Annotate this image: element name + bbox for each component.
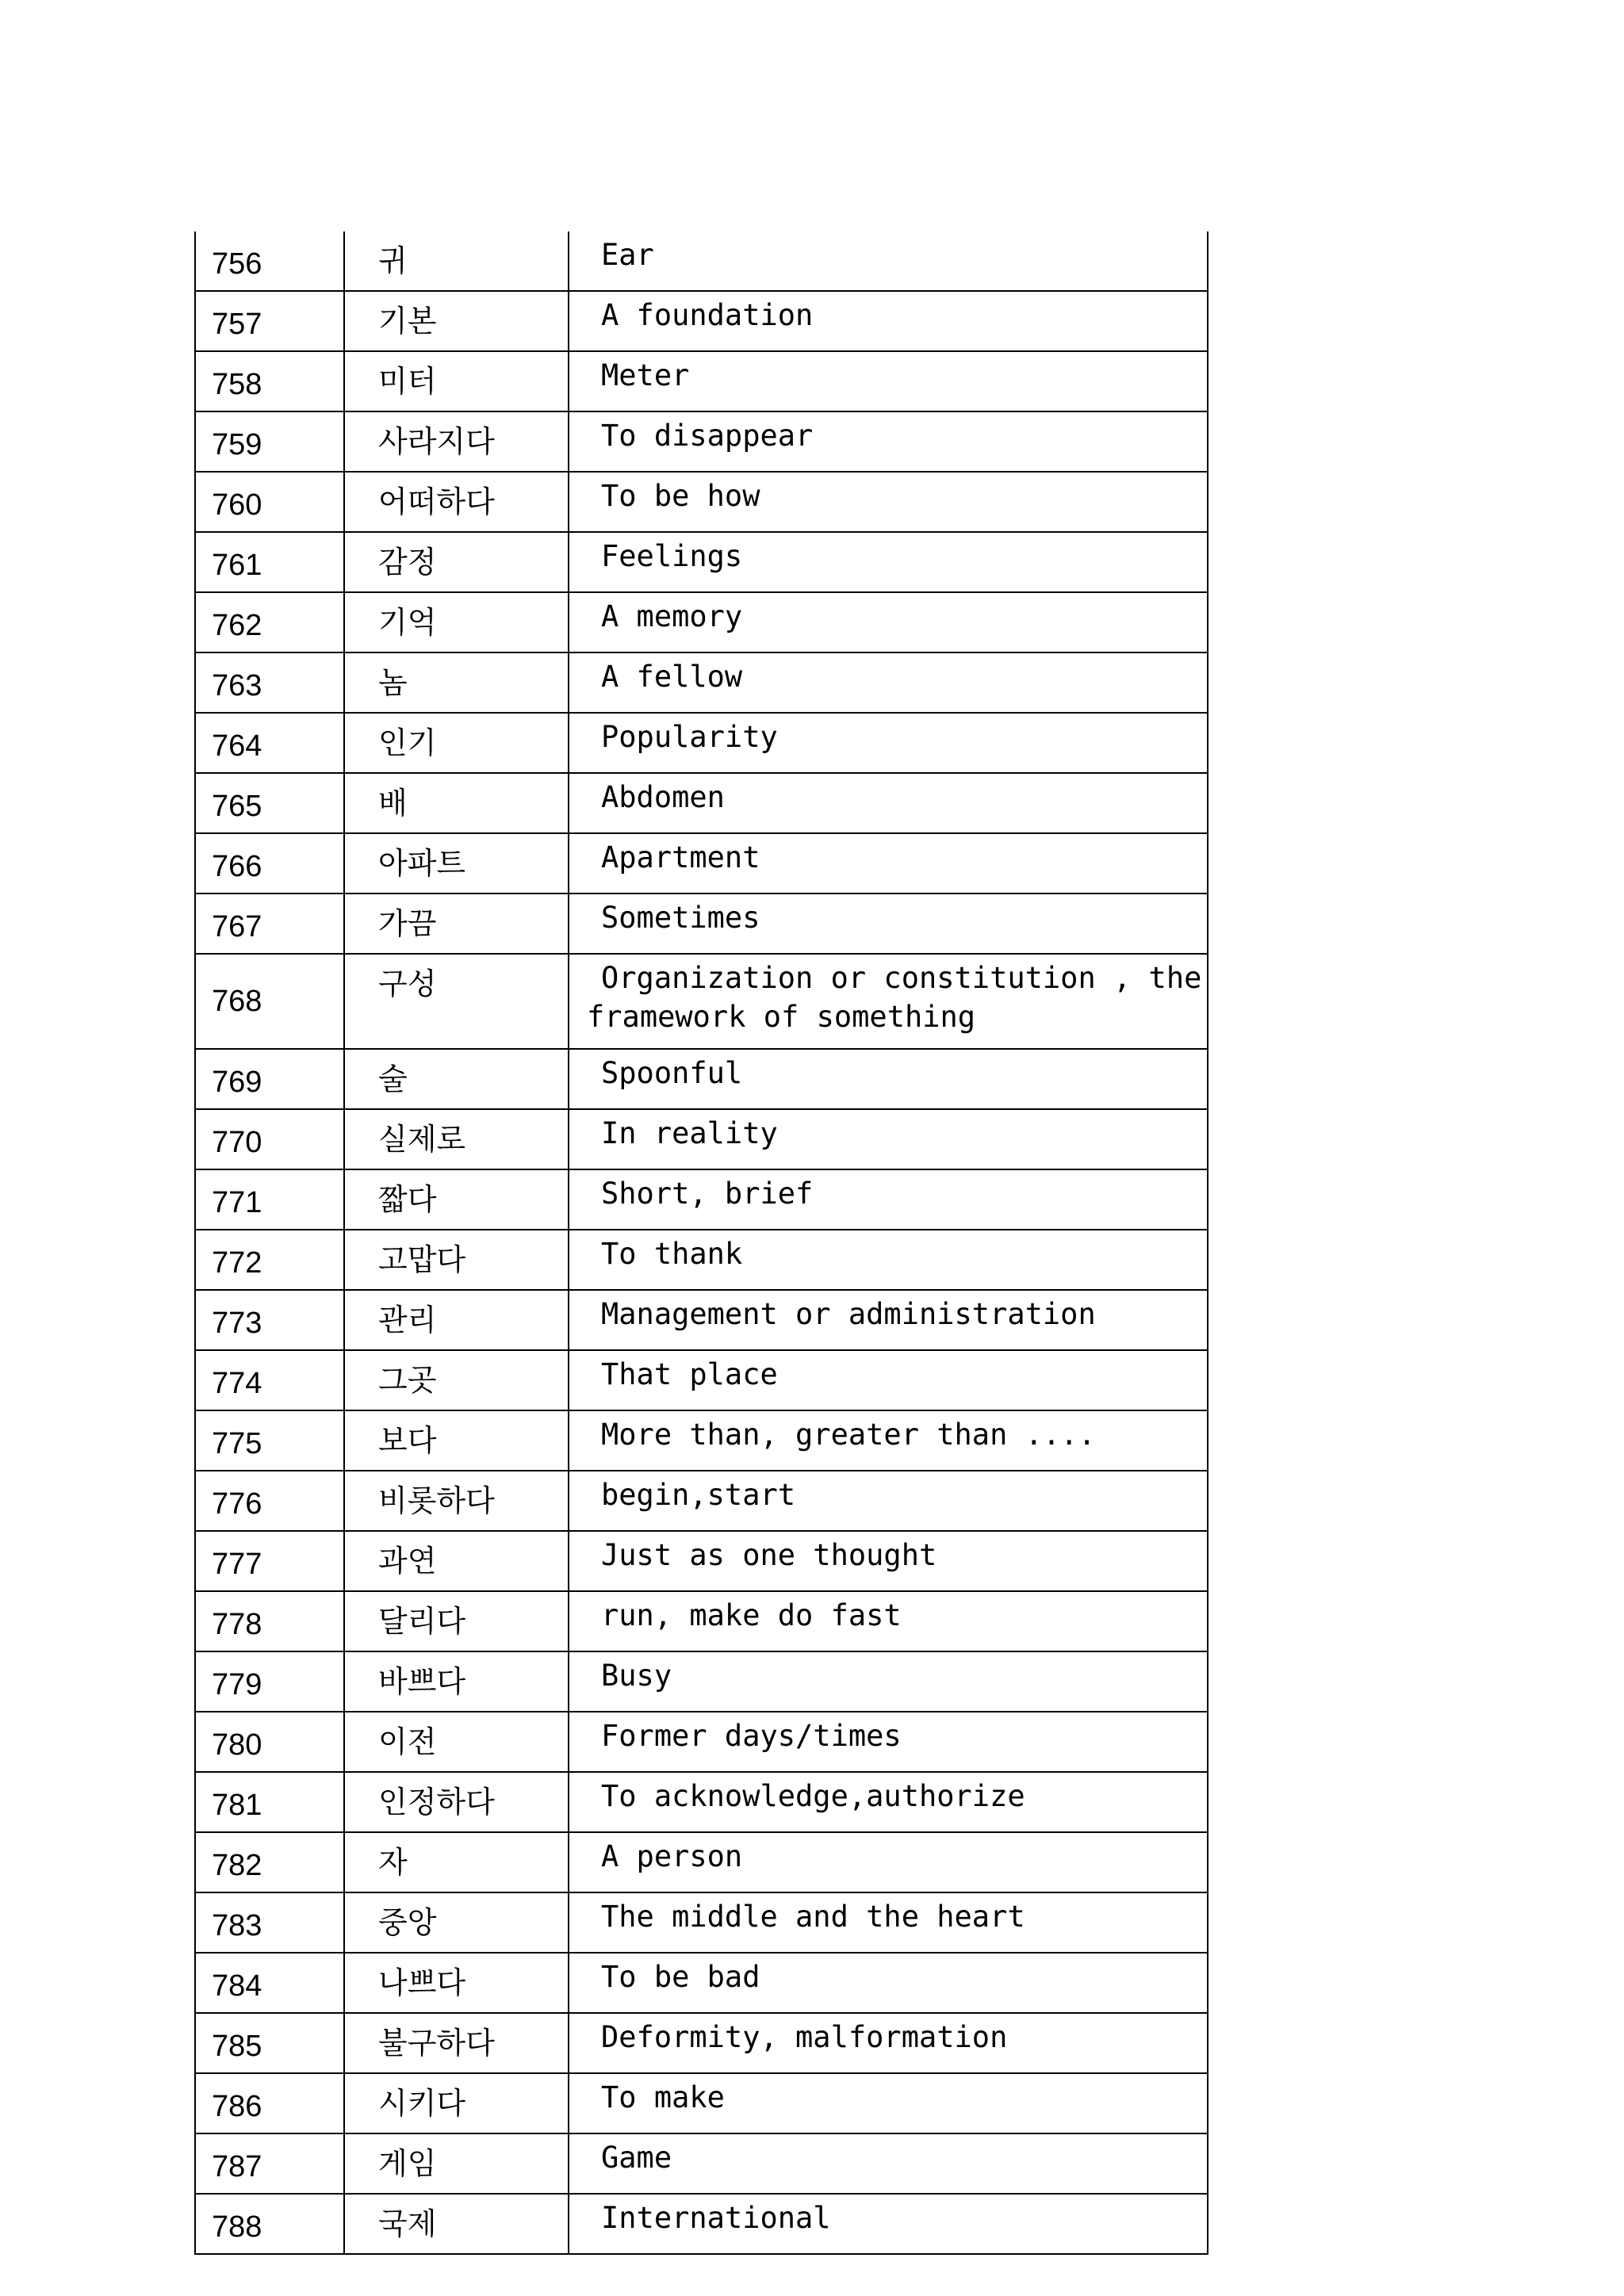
entry-number: 788 <box>195 2194 344 2254</box>
english-meaning: Deformity, malformation <box>569 2013 1208 2073</box>
entry-number: 756 <box>195 232 344 291</box>
korean-word: 어떠하다 <box>344 472 569 532</box>
english-meaning: The middle and the heart <box>569 1892 1208 1953</box>
vocabulary-table <box>194 232 1208 2255</box>
table-row <box>195 1832 1208 1892</box>
table-row <box>195 291 1208 351</box>
korean-word: 자 <box>344 1832 569 1892</box>
english-meaning: To disappear <box>569 411 1208 472</box>
table-row <box>195 2194 1208 2254</box>
korean-word: 사라지다 <box>344 411 569 472</box>
korean-word: 국제 <box>344 2194 569 2254</box>
entry-number: 785 <box>195 2013 344 2073</box>
table-row <box>195 1591 1208 1651</box>
english-meaning-line: framework of something <box>587 1000 976 1034</box>
korean-word: 나쁘다 <box>344 1953 569 2013</box>
korean-word: 배 <box>344 773 569 833</box>
table-row <box>195 1230 1208 1290</box>
korean-word: 이전 <box>344 1712 569 1772</box>
table-row <box>195 351 1208 411</box>
english-meaning: Meter <box>569 351 1208 411</box>
entry-number: 764 <box>195 713 344 773</box>
english-meaning: Just as one thought <box>569 1531 1208 1591</box>
english-meaning: More than, greater than .... <box>569 1410 1208 1471</box>
korean-word: 인기 <box>344 713 569 773</box>
english-meaning: To be how <box>569 472 1208 532</box>
entry-number: 778 <box>195 1591 344 1651</box>
english-meaning: Management or administration <box>569 1290 1208 1350</box>
english-meaning: Feelings <box>569 532 1208 592</box>
entry-number: 775 <box>195 1410 344 1471</box>
entry-number: 761 <box>195 532 344 592</box>
english-meaning: Short, brief <box>569 1169 1208 1230</box>
entry-number: 766 <box>195 833 344 894</box>
english-meaning: A foundation <box>569 291 1208 351</box>
entry-number: 782 <box>195 1832 344 1892</box>
entry-number: 781 <box>195 1772 344 1832</box>
table-row <box>195 1953 1208 2013</box>
table-row <box>195 652 1208 713</box>
table-row <box>195 1049 1208 1109</box>
english-meaning: Busy <box>569 1651 1208 1712</box>
entry-number: 774 <box>195 1350 344 1410</box>
english-meaning: To acknowledge,authorize <box>569 1772 1208 1832</box>
english-meaning: Sometimes <box>569 894 1208 954</box>
english-meaning: To be bad <box>569 1953 1208 2013</box>
english-meaning: International <box>569 2194 1208 2254</box>
entry-number: 768 <box>195 954 344 1049</box>
english-meaning: Abdomen <box>569 773 1208 833</box>
korean-word: 그곳 <box>344 1350 569 1410</box>
korean-word: 비롯하다 <box>344 1471 569 1531</box>
entry-number: 787 <box>195 2133 344 2194</box>
english-meaning-line: Organization or constitution , the <box>601 961 1202 995</box>
korean-word: 과연 <box>344 1531 569 1591</box>
korean-word: 실제로 <box>344 1109 569 1169</box>
table-row <box>195 1290 1208 1350</box>
entry-number: 763 <box>195 652 344 713</box>
entry-number: 770 <box>195 1109 344 1169</box>
vocabulary-table-body <box>195 232 1208 2254</box>
entry-number: 777 <box>195 1531 344 1591</box>
english-meaning <box>569 954 1208 1049</box>
table-row <box>195 773 1208 833</box>
entry-number: 783 <box>195 1892 344 1953</box>
entry-number: 773 <box>195 1290 344 1350</box>
korean-word: 아파트 <box>344 833 569 894</box>
korean-word: 술 <box>344 1049 569 1109</box>
entry-number: 767 <box>195 894 344 954</box>
english-meaning: begin,start <box>569 1471 1208 1531</box>
english-meaning: In reality <box>569 1109 1208 1169</box>
entry-number: 784 <box>195 1953 344 2013</box>
table-row <box>195 532 1208 592</box>
table-row <box>195 2133 1208 2194</box>
table-row <box>195 411 1208 472</box>
table-row <box>195 713 1208 773</box>
english-meaning: Spoonful <box>569 1049 1208 1109</box>
korean-word: 미터 <box>344 351 569 411</box>
english-meaning: Apartment <box>569 833 1208 894</box>
entry-number: 760 <box>195 472 344 532</box>
entry-number: 757 <box>195 291 344 351</box>
korean-word: 기억 <box>344 592 569 652</box>
korean-word: 게임 <box>344 2133 569 2194</box>
english-meaning: To thank <box>569 1230 1208 1290</box>
korean-word: 바쁘다 <box>344 1651 569 1712</box>
korean-word: 인정하다 <box>344 1772 569 1832</box>
entry-number: 772 <box>195 1230 344 1290</box>
korean-word: 달리다 <box>344 1591 569 1651</box>
table-row <box>195 1651 1208 1712</box>
english-meaning: Popularity <box>569 713 1208 773</box>
english-meaning: run, make do fast <box>569 1591 1208 1651</box>
entry-number: 769 <box>195 1049 344 1109</box>
entry-number: 786 <box>195 2073 344 2133</box>
english-meaning: Former days/times <box>569 1712 1208 1772</box>
table-row <box>195 2073 1208 2133</box>
korean-word: 구성 <box>344 954 569 1049</box>
english-meaning: Ear <box>569 232 1208 291</box>
english-meaning: A person <box>569 1832 1208 1892</box>
table-row <box>195 1471 1208 1531</box>
table-row <box>195 592 1208 652</box>
table-row <box>195 1109 1208 1169</box>
korean-word: 놈 <box>344 652 569 713</box>
entry-number: 758 <box>195 351 344 411</box>
table-row <box>195 1712 1208 1772</box>
entry-number: 780 <box>195 1712 344 1772</box>
table-row <box>195 833 1208 894</box>
entry-number: 762 <box>195 592 344 652</box>
korean-word: 짧다 <box>344 1169 569 1230</box>
table-row <box>195 1531 1208 1591</box>
table-row <box>195 472 1208 532</box>
table-row <box>195 1892 1208 1953</box>
korean-word: 가끔 <box>344 894 569 954</box>
entry-number: 771 <box>195 1169 344 1230</box>
table-row <box>195 954 1208 1049</box>
table-row <box>195 1350 1208 1410</box>
korean-word: 기본 <box>344 291 569 351</box>
entry-number: 765 <box>195 773 344 833</box>
table-row <box>195 894 1208 954</box>
korean-word: 중앙 <box>344 1892 569 1953</box>
korean-word: 불구하다 <box>344 2013 569 2073</box>
english-meaning: A memory <box>569 592 1208 652</box>
table-row <box>195 1772 1208 1832</box>
english-meaning: To make <box>569 2073 1208 2133</box>
korean-word: 시키다 <box>344 2073 569 2133</box>
korean-word: 관리 <box>344 1290 569 1350</box>
entry-number: 776 <box>195 1471 344 1531</box>
table-row <box>195 1410 1208 1471</box>
table-row <box>195 2013 1208 2073</box>
korean-word: 보다 <box>344 1410 569 1471</box>
entry-number: 779 <box>195 1651 344 1712</box>
korean-word: 귀 <box>344 232 569 291</box>
table-row <box>195 1169 1208 1230</box>
english-meaning: Game <box>569 2133 1208 2194</box>
entry-number: 759 <box>195 411 344 472</box>
table-row <box>195 232 1208 291</box>
korean-word: 고맙다 <box>344 1230 569 1290</box>
korean-word: 감정 <box>344 532 569 592</box>
english-meaning: A fellow <box>569 652 1208 713</box>
english-meaning: That place <box>569 1350 1208 1410</box>
